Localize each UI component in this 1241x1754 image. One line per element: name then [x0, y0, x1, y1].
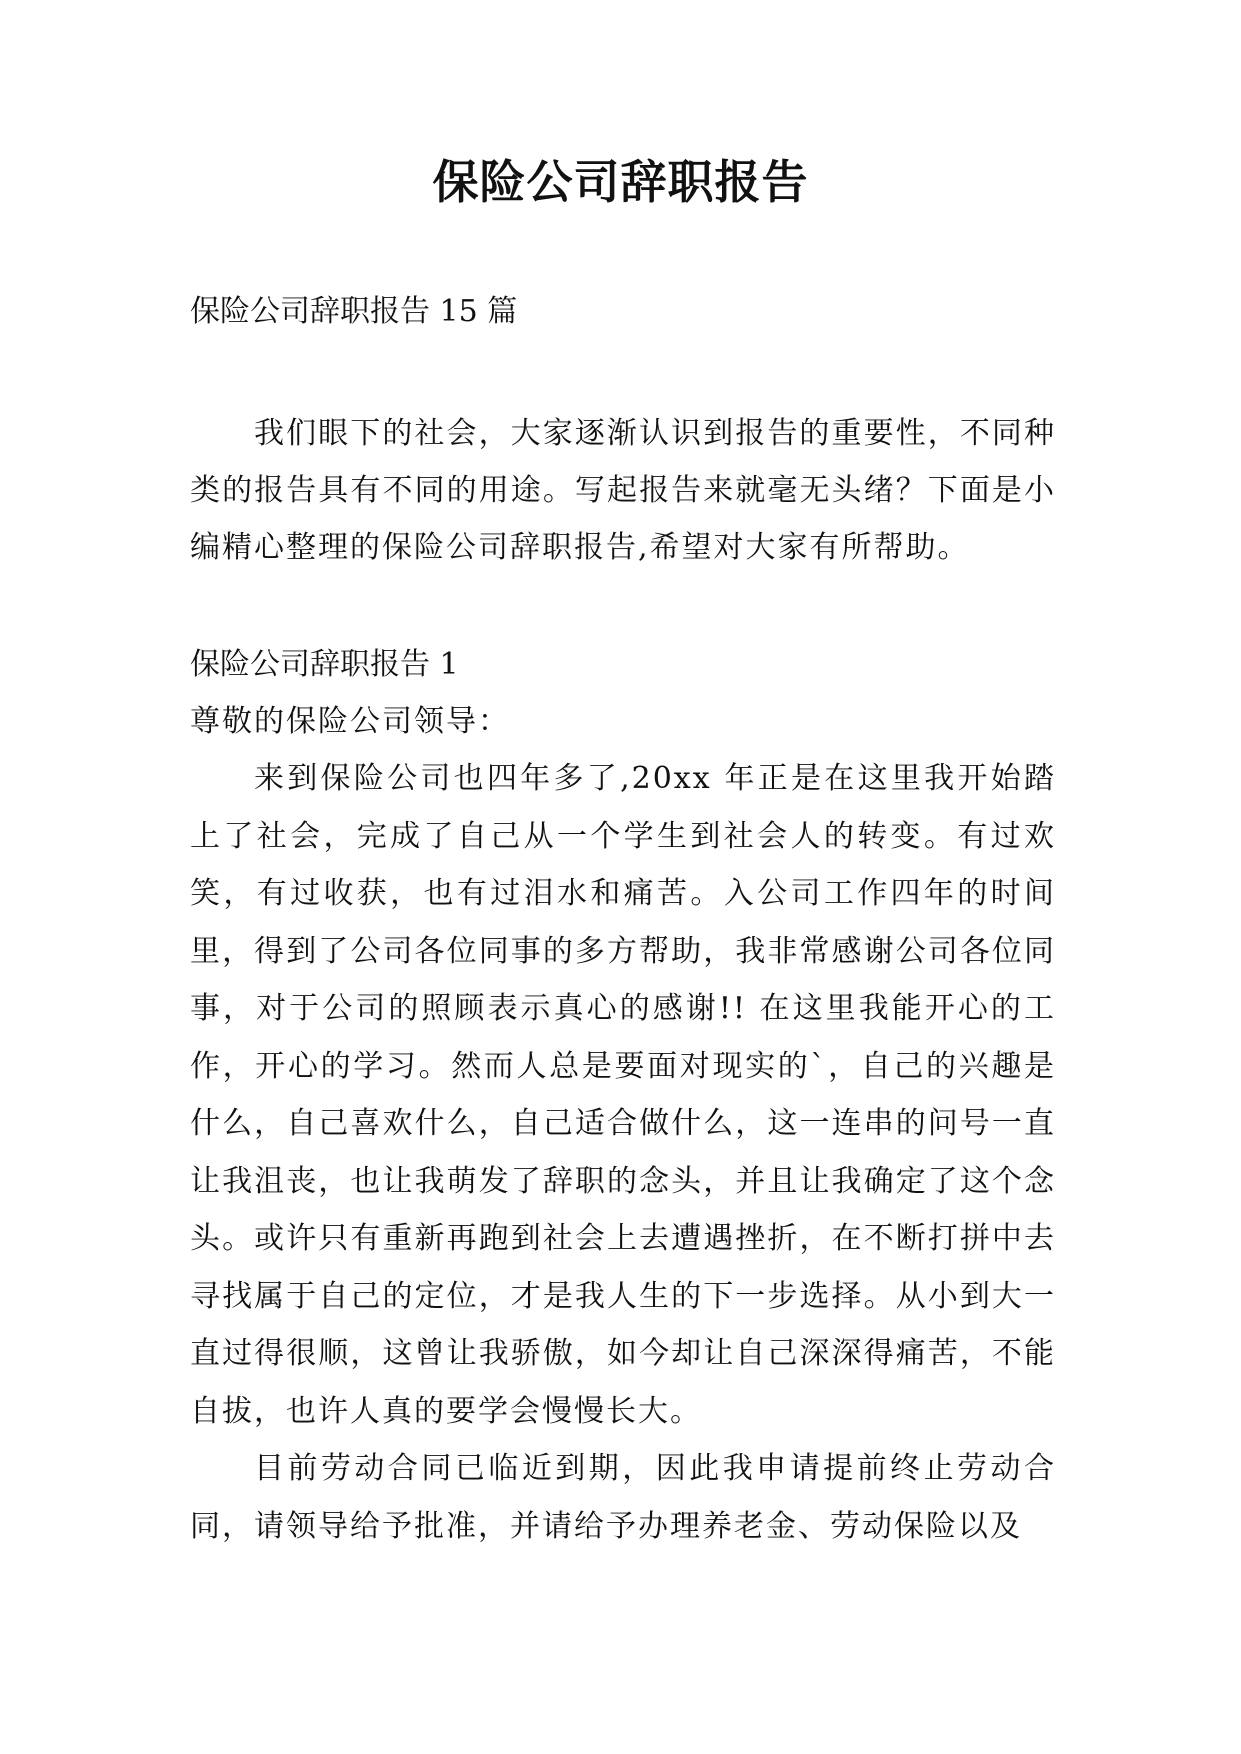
- section-1-title: 保险公司辞职报告 1: [190, 647, 459, 682]
- section-1-paragraph-2: 目前劳动合同已临近到期，因此我申请提前终止劳动合同，请领导给予批准，并请给予办理养老金、劳动保险以及: [190, 1451, 1056, 1544]
- section-1-paragraph-1: 来到保险公司也四年多了,20xx 年正是在这里我开始踏上了社会，完成了自己从一个学生到社会人的转变。有过欢笑，有过收获，也有过泪水和痛苦。入公司工作四年的时间里，得到了公司各位同事的多方帮助，我非常感谢公司各位同事，对于公司的照顾表示真心的感谢!! 在这里我能开心的工作，开心的学习。然而人总是要面对现实的`，自己的兴趣是什么，自己喜欢什么，自己适合做什么，这一连串的问号一直让我沮丧，也让我萌发了辞职的念头，并且让我确定了这个念头。或许只有重新再跑到社会上去遭遇挫折，在不断打拼中去寻找属于自己的定位，才是我人生的下一步选择。从小到大一直过得很顺，这曾让我骄傲，如今却让自己深深得痛苦，不能自拔，也许人真的要学会慢慢长大。: [190, 761, 1056, 1429]
- document-title: 保险公司辞职报告: [432, 155, 809, 209]
- intro-paragraph: 我们眼下的社会，大家逐渐认识到报告的重要性，不同种类的报告具有不同的用途。写起报告来就毫无头绪？下面是小编精心整理的保险公司辞职报告,希望对大家有所帮助。: [190, 416, 1056, 565]
- document-subtitle: 保险公司辞职报告 15 篇: [190, 294, 518, 329]
- section-1-greeting: 尊敬的保险公司领导：: [190, 704, 510, 739]
- section-1: [190, 636, 1056, 1555]
